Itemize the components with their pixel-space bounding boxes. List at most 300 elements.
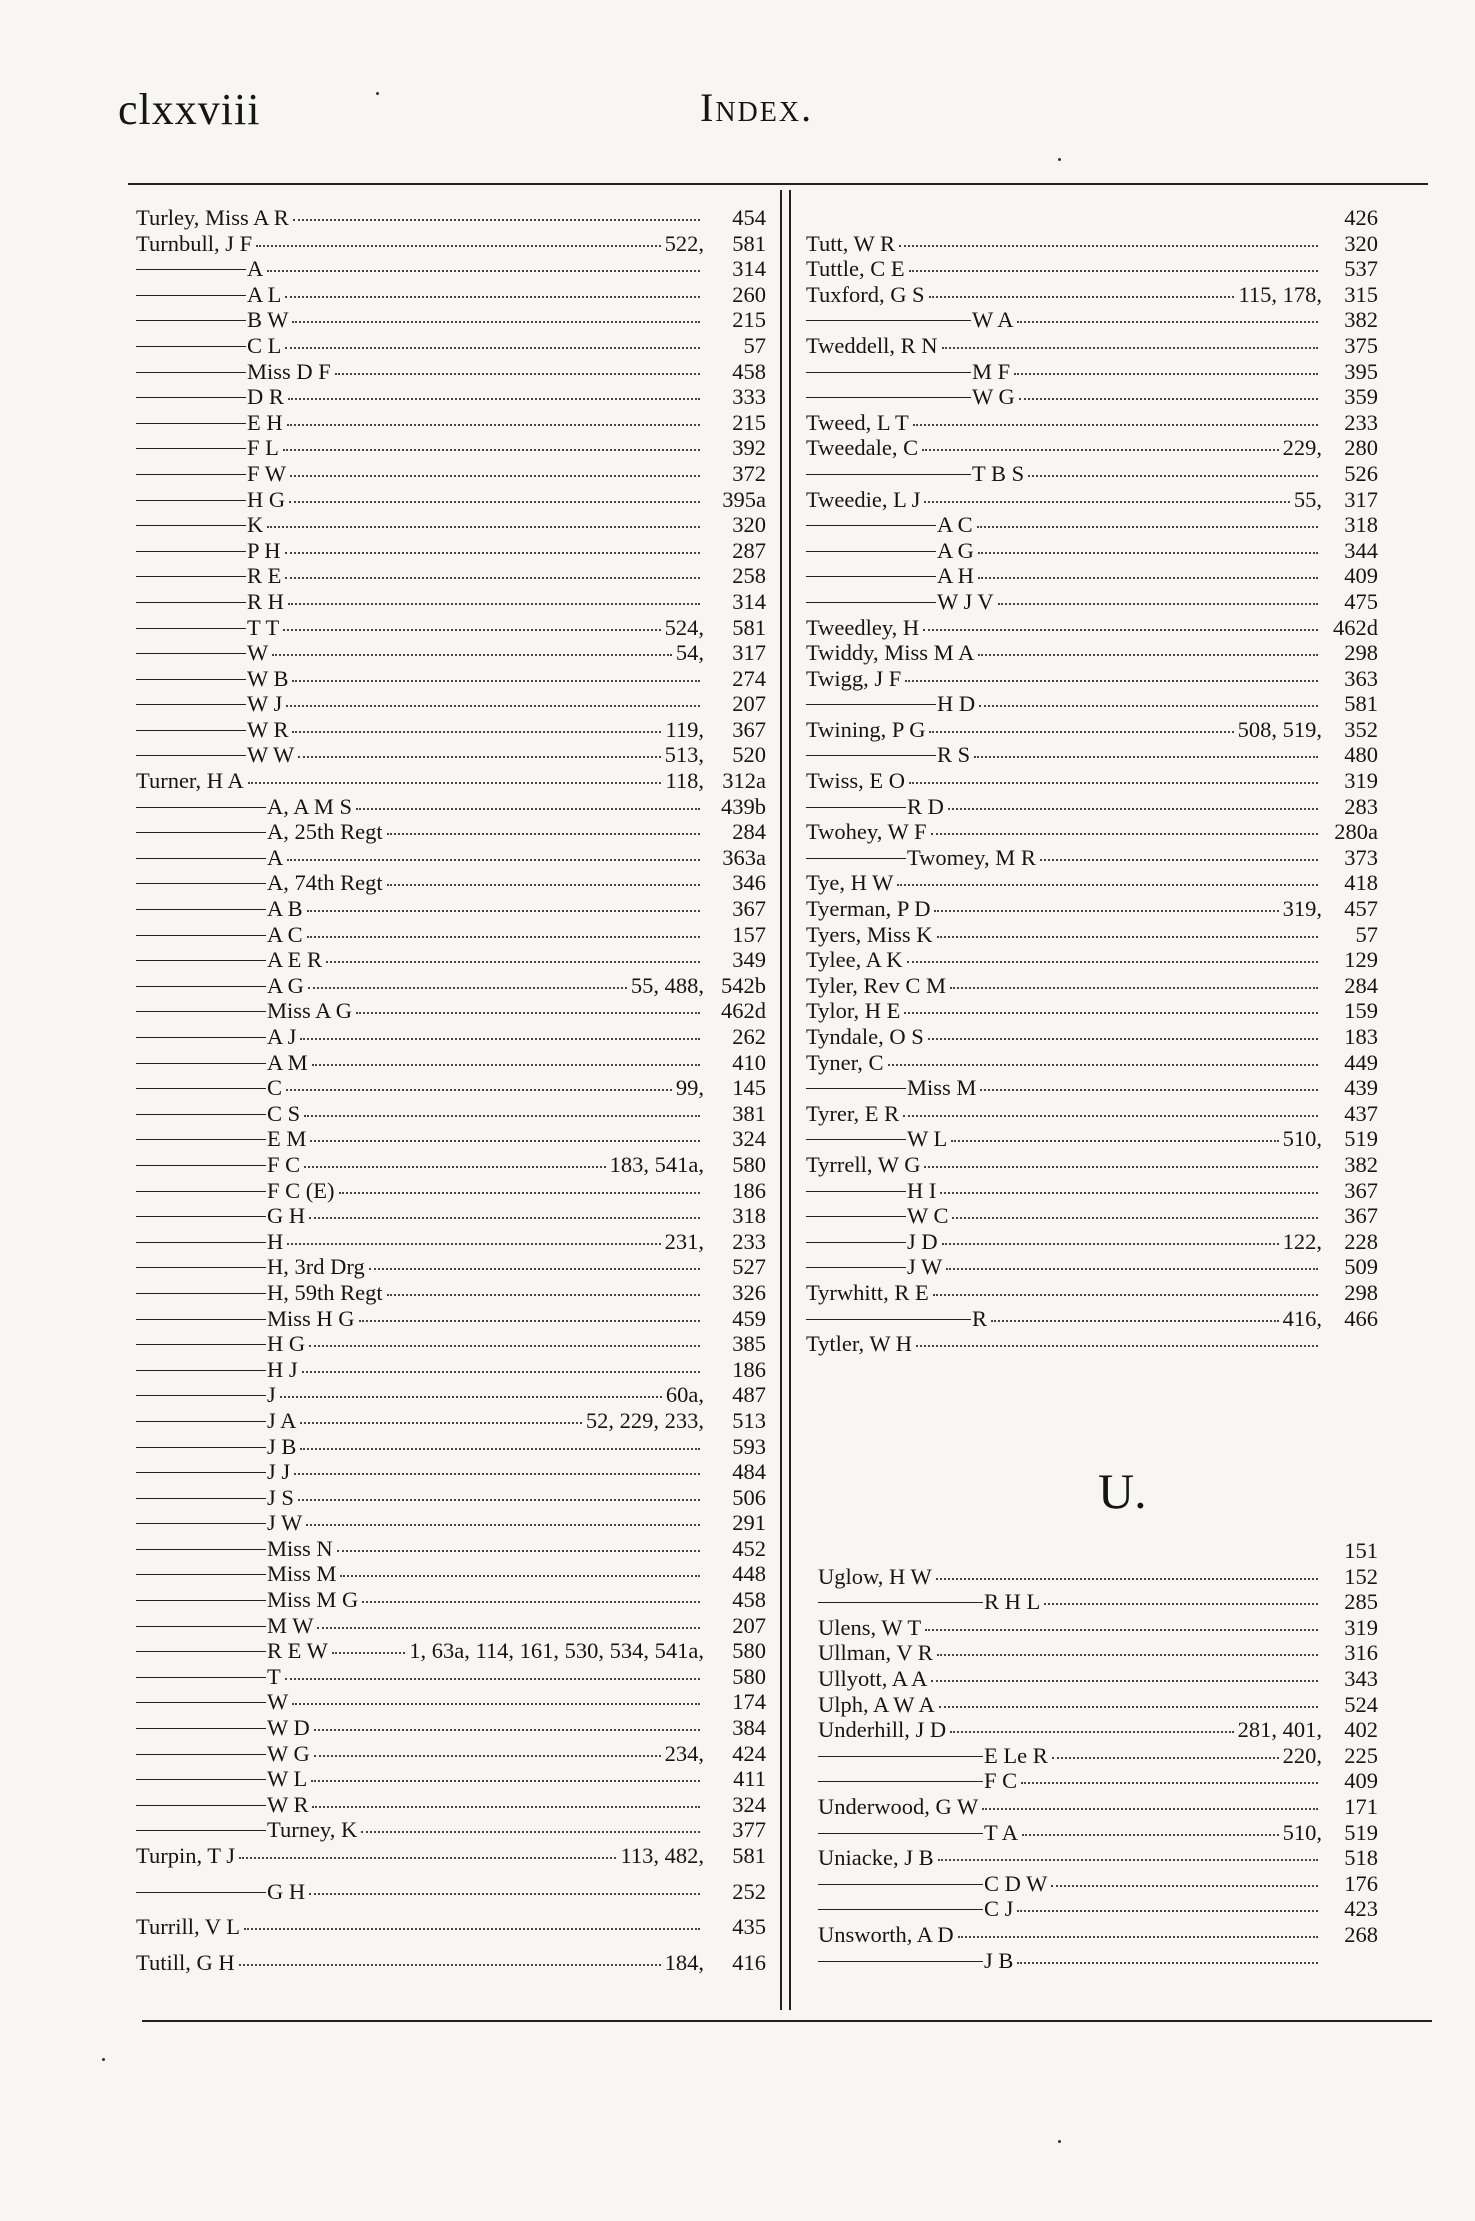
- index-entry: [136, 1715, 766, 1741]
- ditto-dash: [136, 1114, 266, 1115]
- dot-leader: [998, 603, 1318, 605]
- entry-name: W W: [247, 742, 295, 768]
- entry-name: A C: [267, 921, 303, 947]
- index-entry: [136, 1613, 766, 1639]
- dot-leader: [298, 756, 660, 758]
- entry-page-number: 171: [1344, 1793, 1378, 1819]
- dot-leader: [326, 961, 700, 963]
- entry-name: H, 3rd Drg: [267, 1254, 365, 1280]
- index-entry: [136, 1741, 766, 1767]
- entry-name: E M: [267, 1126, 307, 1152]
- index-entry: [806, 1203, 1378, 1229]
- dot-leader: [903, 1115, 1318, 1117]
- entry-name: Turnbull, J F: [136, 230, 253, 256]
- ditto-dash: [136, 423, 246, 424]
- ditto-dash: [136, 858, 266, 859]
- entry-name: R E: [247, 563, 282, 589]
- entry-page-number: 320: [732, 512, 766, 538]
- index-entry: [806, 973, 1378, 999]
- entry-name: A: [267, 844, 284, 870]
- index-entry: [818, 1615, 1378, 1641]
- entry-extra-pages: 115, 178,: [1238, 281, 1322, 307]
- entry-name: Tylee, A K: [806, 947, 903, 973]
- index-entry: [806, 563, 1378, 589]
- index-entry: [136, 717, 766, 743]
- dot-leader: [285, 1678, 700, 1680]
- entry-page-number: 593: [732, 1433, 766, 1459]
- index-entry: [806, 205, 1378, 231]
- entry-name: Tylor, H E: [806, 998, 901, 1024]
- dot-leader: [309, 1217, 700, 1219]
- index-entry: [136, 870, 766, 896]
- index-entry: [806, 538, 1378, 564]
- dot-leader: [304, 1115, 700, 1117]
- ditto-dash: [136, 1395, 266, 1396]
- entry-page-number: 359: [1344, 384, 1378, 410]
- entry-page-number: 524: [1344, 1691, 1378, 1717]
- dot-leader: [925, 1629, 1318, 1631]
- dot-leader: [285, 552, 700, 554]
- dot-leader: [292, 321, 700, 323]
- entry-name: Ullman, V R: [818, 1640, 933, 1666]
- entry-page-number: 409: [1344, 1768, 1378, 1794]
- entry-name: Twiddy, Miss M A: [806, 640, 975, 666]
- entry-page-number: 176: [1344, 1870, 1378, 1896]
- dot-leader: [267, 270, 700, 272]
- index-entry: [136, 1510, 766, 1536]
- entry-page-number: 527: [732, 1254, 766, 1280]
- index-entry: [136, 333, 766, 359]
- entry-page-number: 274: [732, 665, 766, 691]
- entry-name: Miss A G: [267, 998, 353, 1024]
- entry-name: Turney, K: [267, 1817, 358, 1843]
- ditto-dash: [136, 1498, 266, 1499]
- dot-leader: [1014, 373, 1318, 375]
- dot-leader: [280, 1396, 662, 1398]
- index-entry: [136, 1254, 766, 1280]
- entry-page-number: 145: [732, 1075, 766, 1101]
- index-entry: [136, 691, 766, 717]
- entry-extra-pages: 522,: [664, 230, 704, 256]
- entry-page-number: 326: [732, 1279, 766, 1305]
- entry-page-number: 459: [732, 1305, 766, 1331]
- dot-leader: [1017, 1910, 1318, 1912]
- entry-name: G H: [267, 1203, 306, 1229]
- entry-name: Miss N: [267, 1535, 333, 1561]
- entry-page-number: 363a: [722, 844, 766, 870]
- entry-page-number: 317: [1344, 486, 1378, 512]
- entry-extra-pages: 229,: [1282, 435, 1322, 461]
- index-entry: [806, 1280, 1378, 1306]
- entry-page-number: 452: [732, 1535, 766, 1561]
- entry-name: Twomey, M R: [907, 844, 1036, 870]
- entry-extra-pages: 118,: [665, 768, 704, 794]
- index-entry: [136, 1050, 766, 1076]
- index-entry: [136, 1152, 766, 1178]
- dot-leader: [888, 1064, 1318, 1066]
- ditto-dash: [136, 1191, 266, 1192]
- index-entry: [136, 1879, 766, 1905]
- entry-page-number: 410: [732, 1049, 766, 1075]
- index-entry: [806, 691, 1378, 717]
- ditto-dash: [818, 1833, 983, 1834]
- index-entry: [818, 1922, 1378, 1948]
- ditto-dash: [136, 1216, 266, 1217]
- index-entry: [136, 538, 766, 564]
- index-entry: [136, 615, 766, 641]
- index-entry: [136, 1817, 766, 1843]
- index-entry: [818, 1794, 1378, 1820]
- entry-name: J: [267, 1382, 276, 1408]
- entry-name: Twigg, J F: [806, 665, 902, 691]
- dot-leader: [337, 1550, 700, 1552]
- entry-name: W: [267, 1689, 289, 1715]
- entry-name: Tytler, W H: [806, 1331, 913, 1357]
- index-entry: [136, 563, 766, 589]
- entry-name: W J V: [937, 588, 994, 614]
- entry-extra-pages: 55, 488,: [630, 972, 704, 998]
- entry-page-number: 285: [1344, 1589, 1378, 1615]
- index-entry: [136, 307, 766, 333]
- ditto-dash: [806, 807, 906, 808]
- entry-name: A C: [937, 512, 973, 538]
- entry-name: J B: [267, 1433, 297, 1459]
- entry-name: Uglow, H W: [818, 1563, 932, 1589]
- index-entry: [818, 1743, 1378, 1769]
- index-entry: [136, 1561, 766, 1587]
- dot-leader: [982, 1808, 1318, 1810]
- entry-page-number: 580: [732, 1638, 766, 1664]
- entry-page-number: 215: [732, 307, 766, 333]
- entry-page-number: 457: [1344, 896, 1378, 922]
- dot-leader: [283, 449, 700, 451]
- page-title: Index.: [700, 85, 814, 130]
- index-entry: [136, 819, 766, 845]
- dot-leader: [933, 1294, 1318, 1296]
- dot-leader: [287, 859, 700, 861]
- ditto-dash: [136, 1242, 266, 1243]
- entry-name: Miss D F: [247, 358, 331, 384]
- entry-extra-pages: 113, 482,: [620, 1843, 704, 1868]
- ditto-dash: [136, 883, 266, 884]
- ditto-dash: [136, 576, 246, 577]
- entry-name: Turpin, T J: [136, 1843, 236, 1868]
- index-entry: [136, 845, 766, 871]
- entry-page-number: 462d: [1333, 614, 1378, 640]
- entry-name: H, 59th Regt: [267, 1279, 383, 1305]
- dot-leader: [283, 629, 660, 631]
- index-entry: [136, 1459, 766, 1485]
- ditto-dash: [818, 1756, 983, 1757]
- entry-name: Tweedie, L J: [806, 486, 921, 512]
- entry-page-number: 518: [1344, 1845, 1378, 1871]
- index-entry: [818, 1666, 1378, 1692]
- index-entry: [136, 1306, 766, 1332]
- entry-name: A, A M S: [267, 793, 353, 819]
- entry-page-number: 458: [732, 358, 766, 384]
- entry-page-number: 392: [732, 435, 766, 461]
- index-entry: [136, 1587, 766, 1613]
- entry-name: Tyrwhitt, R E: [806, 1279, 929, 1305]
- dot-leader: [300, 1422, 581, 1424]
- index-entry: [818, 1564, 1378, 1590]
- index-entry: [136, 1203, 766, 1229]
- dot-leader: [308, 987, 627, 989]
- ditto-dash: [136, 1702, 266, 1703]
- dot-leader: [940, 1192, 1318, 1194]
- entry-name: M W: [267, 1612, 314, 1638]
- entry-name: H D: [937, 691, 976, 717]
- column-divider: [780, 190, 791, 2010]
- entry-name: C J: [984, 1896, 1014, 1922]
- dot-leader: [974, 756, 1318, 758]
- ditto-dash: [136, 1754, 266, 1755]
- entry-name: Miss M: [907, 1075, 977, 1101]
- entry-extra-pages: 510,: [1282, 1819, 1322, 1845]
- dot-leader: [340, 1575, 700, 1577]
- entry-name: B W: [247, 307, 289, 333]
- entry-page-number: 152: [1344, 1563, 1378, 1589]
- entry-page-number: 520: [732, 742, 766, 768]
- index-entry: [136, 998, 766, 1024]
- entry-name: J W: [267, 1510, 303, 1536]
- index-entry: [136, 231, 766, 257]
- index-entry: [818, 1948, 1378, 1974]
- entry-page-number: 449: [1344, 1049, 1378, 1075]
- ditto-dash: [136, 704, 246, 705]
- ditto-dash: [136, 269, 246, 270]
- entry-page-number: 526: [1344, 460, 1378, 486]
- entry-page-number: 324: [732, 1126, 766, 1152]
- index-entry: [818, 1692, 1378, 1718]
- ditto-dash: [136, 986, 266, 987]
- index-entry: [818, 1820, 1378, 1846]
- entry-page-number: 581: [732, 1843, 766, 1868]
- index-entry: [136, 640, 766, 666]
- index-entry: [806, 768, 1378, 794]
- entry-page-number: 284: [1344, 972, 1378, 998]
- entry-name: Miss M: [267, 1561, 337, 1587]
- index-entry: [136, 1101, 766, 1127]
- index-entry: [806, 1126, 1378, 1152]
- dot-leader: [950, 987, 1318, 989]
- ditto-dash: [136, 960, 266, 961]
- entry-name: Tyler, Rev C M: [806, 972, 947, 998]
- dot-leader: [924, 1166, 1318, 1168]
- index-entry: [806, 922, 1378, 948]
- bottom-rule: [142, 2020, 1432, 2022]
- index-entry: [136, 1408, 766, 1434]
- ditto-dash: [136, 653, 246, 654]
- entry-name: Tyrrell, W G: [806, 1151, 921, 1177]
- entry-page-number: 382: [1344, 1151, 1378, 1177]
- index-entry: [806, 410, 1378, 436]
- entry-page-number: 228: [1344, 1228, 1378, 1254]
- index-entry: [136, 1229, 766, 1255]
- index-entry: [806, 1050, 1378, 1076]
- dot-leader: [332, 1652, 405, 1654]
- dot-leader: [1044, 1603, 1318, 1605]
- dot-leader: [950, 1731, 1234, 1733]
- ditto-dash: [136, 1600, 266, 1601]
- entry-page-number: 298: [1344, 640, 1378, 666]
- index-entry: [136, 589, 766, 615]
- index-entry: [806, 1075, 1378, 1101]
- ditto-dash: [136, 1523, 266, 1524]
- index-entry: [806, 845, 1378, 871]
- entry-page-number: 291: [732, 1510, 766, 1536]
- dot-leader: [978, 577, 1318, 579]
- dot-leader: [302, 1371, 700, 1373]
- dot-leader: [300, 1448, 700, 1450]
- dot-leader: [292, 680, 700, 682]
- dot-leader: [916, 1345, 1318, 1347]
- index-entry: [136, 1766, 766, 1792]
- entry-page-number: 363: [1344, 665, 1378, 691]
- entry-name: K: [247, 512, 264, 538]
- entry-page-number: 318: [732, 1203, 766, 1229]
- entry-page-number: 186: [732, 1177, 766, 1203]
- entry-page-number: 409: [1344, 563, 1378, 589]
- dot-leader: [289, 501, 700, 503]
- index-entry: [806, 717, 1378, 743]
- entry-name: J D: [907, 1228, 938, 1254]
- entry-page-number: 298: [1344, 1279, 1378, 1305]
- entry-name: Tweedale, C: [806, 435, 919, 461]
- dot-leader: [298, 1499, 700, 1501]
- entry-name: W L: [267, 1766, 308, 1792]
- entry-name: H G: [267, 1331, 306, 1357]
- entry-name: Tyerman, P D: [806, 896, 931, 922]
- entry-name: Miss H G: [267, 1305, 355, 1331]
- entry-page-number: 312a: [722, 768, 766, 794]
- index-entry: [136, 359, 766, 385]
- index-entry: [136, 410, 766, 436]
- ditto-dash: [136, 1805, 266, 1806]
- index-entry: [136, 947, 766, 973]
- dot-leader: [1021, 1782, 1318, 1784]
- index-entry: [806, 742, 1378, 768]
- entry-page-number: 580: [732, 1663, 766, 1689]
- entry-page-number: 484: [732, 1459, 766, 1485]
- ditto-dash: [136, 1651, 266, 1652]
- entry-page-number: 581: [732, 230, 766, 256]
- ditto-dash: [806, 1319, 971, 1320]
- index-entry: [136, 282, 766, 308]
- entry-name: E H: [247, 409, 283, 435]
- dot-leader: [287, 1243, 660, 1245]
- ditto-dash: [136, 372, 246, 373]
- entry-page-number: 424: [732, 1740, 766, 1766]
- ditto-dash: [806, 320, 971, 321]
- dot-leader: [306, 1524, 700, 1526]
- index-entry: [136, 1485, 766, 1511]
- print-speck: [1058, 2140, 1061, 2143]
- dot-leader: [312, 1064, 700, 1066]
- ditto-dash: [136, 1344, 266, 1345]
- entry-extra-pages: 220,: [1282, 1742, 1322, 1768]
- index-entry: [818, 1538, 1378, 1564]
- index-entry: [806, 640, 1378, 666]
- index-entry: [806, 307, 1378, 333]
- dot-leader: [239, 1857, 616, 1859]
- ditto-dash: [806, 576, 936, 577]
- section-letter-heading: U.: [1098, 1463, 1147, 1519]
- dot-leader: [1040, 859, 1318, 861]
- entry-page-number: 315: [1344, 281, 1378, 307]
- entry-page-number: 159: [1344, 998, 1378, 1024]
- entry-page-number: 581: [1344, 691, 1378, 717]
- entry-page-number: 324: [732, 1791, 766, 1817]
- entry-name: Tuttle, C E: [806, 256, 905, 282]
- dot-leader: [937, 936, 1318, 938]
- entry-name: R E W: [267, 1638, 328, 1664]
- index-entry: [136, 973, 766, 999]
- dot-leader: [292, 1703, 700, 1705]
- entry-name: F C: [267, 1151, 301, 1177]
- entry-page-number: 487: [732, 1382, 766, 1408]
- entry-page-number: 519: [1344, 1126, 1378, 1152]
- index-entry: [136, 1331, 766, 1357]
- dot-leader: [311, 1780, 700, 1782]
- dot-leader: [256, 245, 661, 247]
- dot-leader: [359, 1320, 700, 1322]
- entry-name: T T: [247, 614, 280, 640]
- ditto-dash: [806, 858, 906, 859]
- dot-leader: [286, 1089, 672, 1091]
- index-entry: [136, 1126, 766, 1152]
- dot-leader: [309, 1345, 700, 1347]
- entry-name: C: [267, 1075, 283, 1101]
- entry-extra-pages: 234,: [664, 1740, 704, 1766]
- entry-page-number: 284: [732, 819, 766, 845]
- ditto-dash: [136, 474, 246, 475]
- index-entry: [136, 1357, 766, 1383]
- ditto-dash: [806, 372, 971, 373]
- dot-leader: [991, 1320, 1279, 1322]
- dot-leader: [239, 1964, 661, 1966]
- ditto-dash: [136, 679, 246, 680]
- print-speck: [376, 92, 379, 95]
- entry-name: Tyner, C: [806, 1049, 884, 1075]
- ditto-dash: [136, 1472, 266, 1473]
- index-entry: [806, 1229, 1378, 1255]
- dot-leader: [387, 1294, 700, 1296]
- entry-page-number: 385: [732, 1331, 766, 1357]
- entry-name: Unsworth, A D: [818, 1921, 954, 1947]
- entry-name: J J: [267, 1459, 291, 1485]
- entry-page-number: 580: [732, 1151, 766, 1177]
- index-entry: [136, 384, 766, 410]
- entry-name: Underhill, J D: [818, 1717, 947, 1743]
- ditto-dash: [136, 628, 246, 629]
- dot-leader: [942, 1243, 1279, 1245]
- entry-extra-pages: 281, 401,: [1237, 1717, 1322, 1743]
- page-number: clxxviii: [118, 85, 261, 134]
- entry-name: Ullyott, A A: [818, 1665, 928, 1691]
- ditto-dash: [136, 1549, 266, 1550]
- entry-name: T A: [984, 1819, 1018, 1845]
- entry-page-number: 258: [732, 563, 766, 589]
- dot-leader: [285, 577, 700, 579]
- entry-name: D R: [247, 384, 284, 410]
- entry-name: Twohey, W F: [806, 819, 927, 845]
- dot-leader: [980, 1089, 1318, 1091]
- top-rule: [128, 183, 1428, 185]
- index-entry: [136, 1914, 766, 1940]
- dot-leader: [942, 347, 1318, 349]
- ditto-dash: [136, 525, 246, 526]
